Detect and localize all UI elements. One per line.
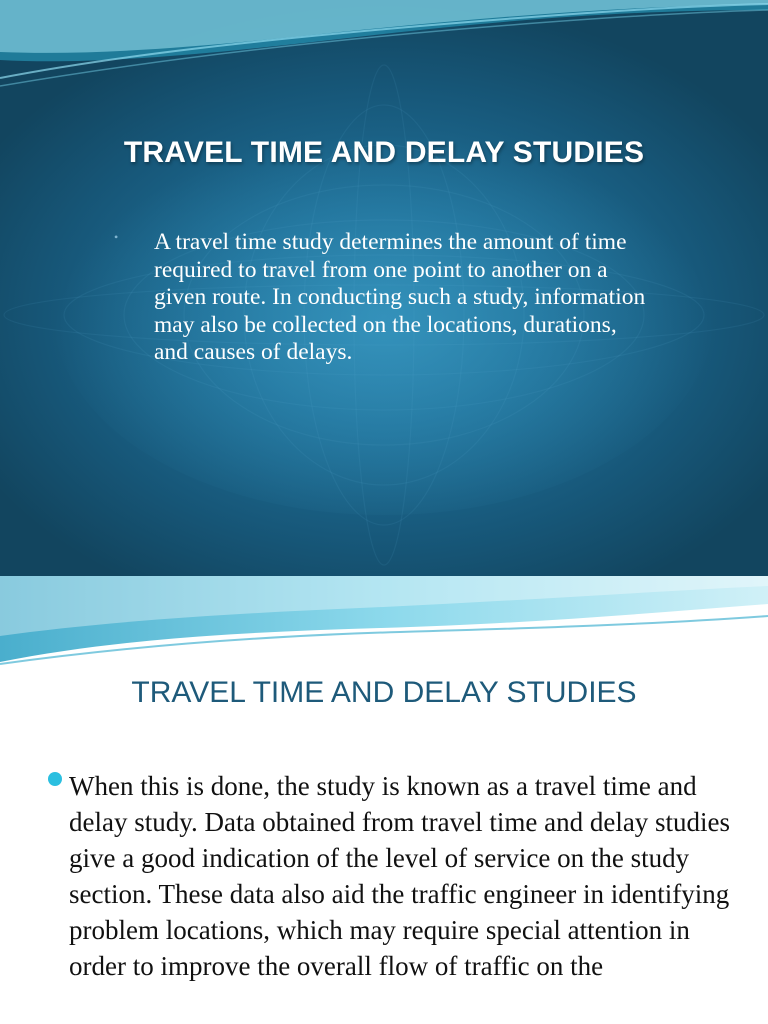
bullet-icon: •	[114, 230, 119, 244]
slide-2-bullet-text: When this is done, the study is known as a travel time and delay study. Data obtained from travel time and delay studies give a good indication of the level of service on the study section. These data also aid the traffic engineer in identifying problem locations, which may require special attention in order to improve the overall flow of traffic on the	[69, 771, 731, 981]
bullet-icon	[48, 772, 62, 786]
slide-2-title: TRAVEL TIME AND DELAY STUDIES	[131, 676, 637, 709]
decorative-wave	[0, 576, 768, 676]
slide-2	[0, 576, 768, 1024]
decorative-wave	[0, 0, 768, 100]
slide-1-title: TRAVEL TIME AND DELAY STUDIES	[123, 136, 645, 169]
slide-1-bullet-text: A travel time study determines the amount of time required to travel from one point to another on a given route. In conducting such a study, information may also be collected on the locations, durations, and causes of delays.	[154, 229, 646, 365]
